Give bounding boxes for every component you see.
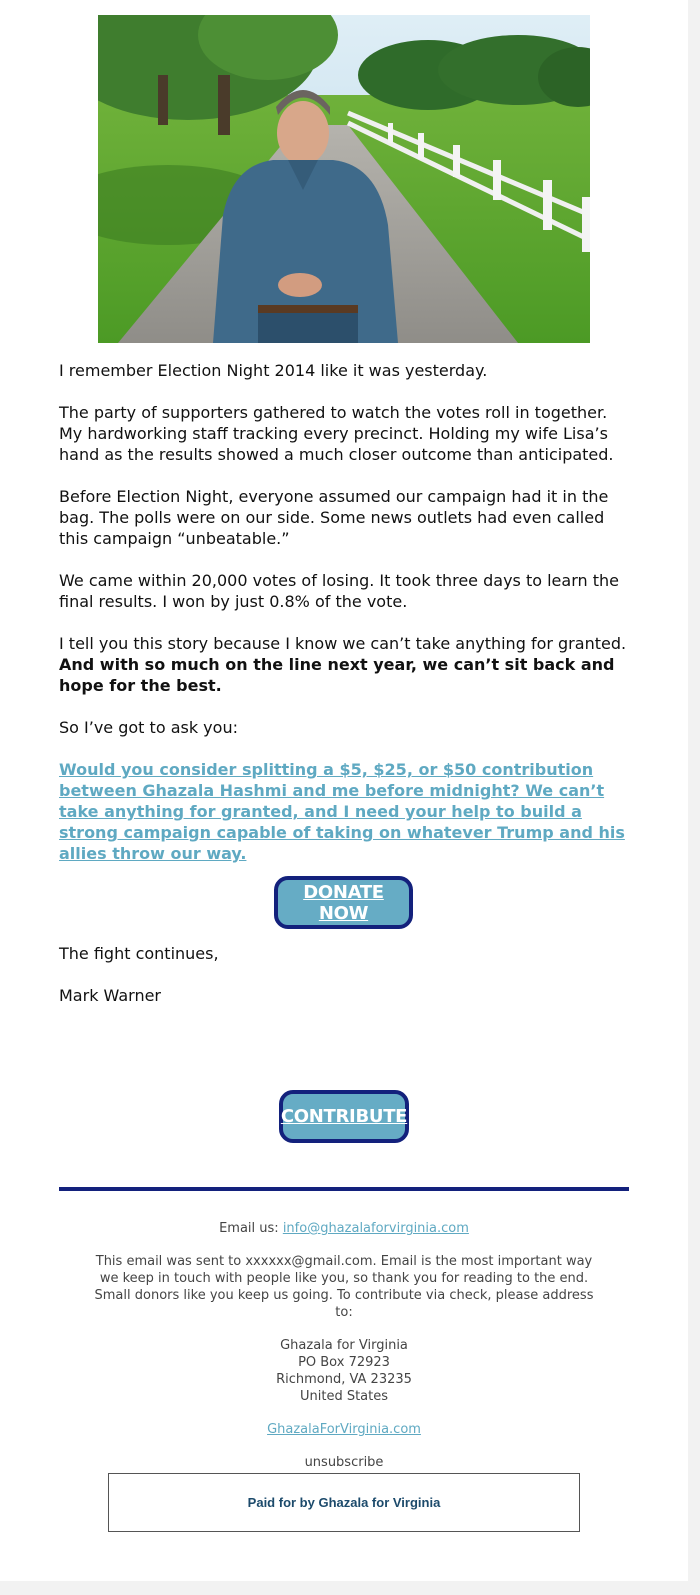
paragraph-emphasis: And with so much on the line next year, we can’t sit back and hope for the best. xyxy=(59,655,615,695)
closing-text: The fight continues, xyxy=(59,944,219,963)
paragraph: I remember Election Night 2014 like it was yesterday. xyxy=(59,361,488,380)
donate-now-button[interactable]: DONATE NOW xyxy=(274,876,413,929)
email-label: Email us: xyxy=(219,1221,283,1236)
email-notice: This email was sent to xxxxxx@gmail.com. Email is the most important way we keep in touch with people like you, so thank you for reading to the end. Small donors like you keep us going. To contribute via check, please address to: xyxy=(94,1254,594,1320)
contribute-button[interactable]: CONTRIBUTE xyxy=(279,1090,409,1143)
paragraph-text: I tell you this story because I know we can’t take anything for granted. xyxy=(59,634,627,653)
address-line: United States xyxy=(299,1389,389,1404)
mailing-address xyxy=(59,1337,629,1405)
website-row xyxy=(59,1421,629,1438)
website-link[interactable]: GhazalaForVirginia.com xyxy=(267,1422,421,1437)
candidate-photo xyxy=(98,15,590,343)
address-line: PO Box 72923 xyxy=(298,1355,390,1370)
paragraph: We came within 20,000 votes of losing. It took three days to learn the final results. I won by just 0.8% of the vote. xyxy=(59,571,619,611)
paragraph: Before Election Night, everyone assumed our campaign had it in the bag. The polls were on our side. Some news outlets had even called this campaign “unbeatable.” xyxy=(59,487,609,548)
address-line: Ghazala for Virginia xyxy=(280,1338,408,1353)
signoff xyxy=(59,943,629,1027)
signature-name: Mark Warner xyxy=(59,986,161,1005)
letter-body xyxy=(59,360,629,885)
unsubscribe-row xyxy=(59,1454,629,1471)
paragraph xyxy=(59,633,629,696)
address-line: Richmond, VA 23235 xyxy=(276,1372,412,1387)
candidate-photo-icon xyxy=(98,15,590,343)
footer-divider xyxy=(59,1187,629,1191)
contact-email-link[interactable]: info@ghazalaforvirginia.com xyxy=(282,1221,469,1236)
paragraph: So I’ve got to ask you: xyxy=(59,718,238,737)
email-contact xyxy=(59,1220,629,1237)
unsubscribe-link[interactable]: unsubscribe xyxy=(304,1455,384,1470)
paragraph: The party of supporters gathered to watch the votes roll in together. My hardworking staff tracking every precinct. Holding my wife Lisa’s hand as the results showed a much closer outcome than anticipated. xyxy=(59,403,614,464)
paid-for-disclaimer: Paid for by Ghazala for Virginia xyxy=(108,1473,580,1532)
donation-ask-link[interactable]: Would you consider splitting a $5, $25, or $50 contribution between Ghazala Hashmi and me before midnight? We can’t take anything for granted, and I need your help to build a strong campaign capable of taking on whatever Trump and his allies throw our way. xyxy=(59,760,625,863)
footer xyxy=(59,1220,629,1487)
